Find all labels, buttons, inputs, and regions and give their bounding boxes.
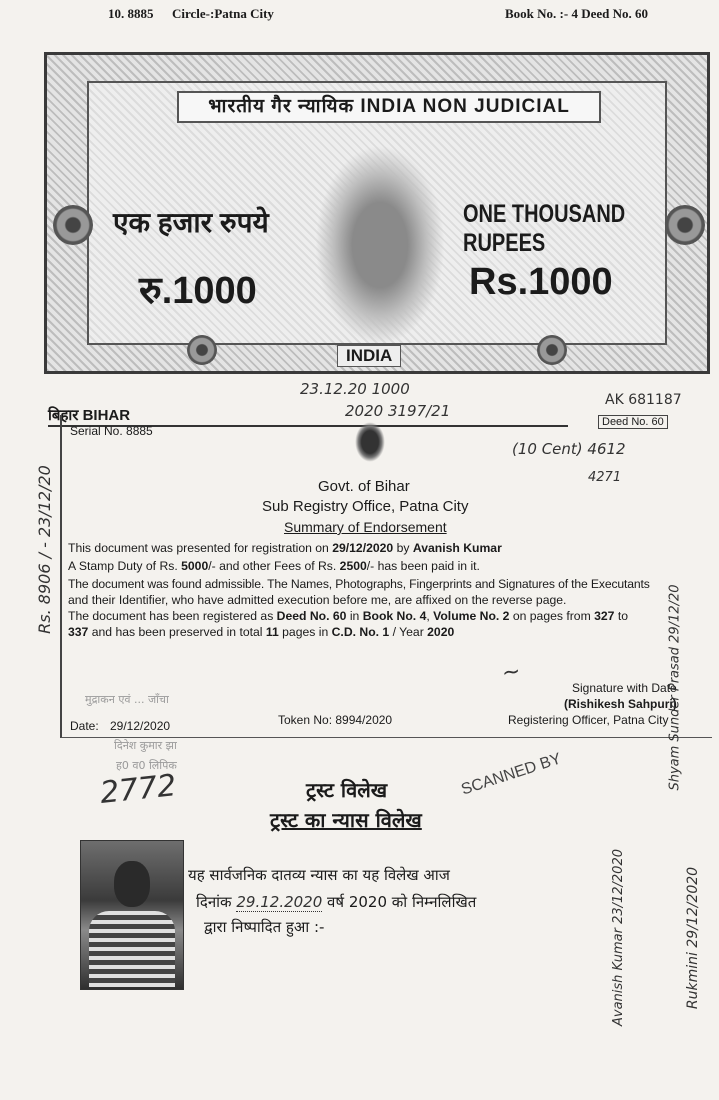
- date-label: Date:: [70, 719, 99, 733]
- trust-body-1: यह सार्वजनिक दातव्य न्यास का यह विलेख आज: [188, 866, 450, 884]
- rosette-icon: [187, 335, 217, 365]
- photo-shirt: [89, 911, 175, 987]
- executant-photo: [80, 840, 184, 990]
- scanned-by-stamp: SCANNED BY: [459, 750, 564, 799]
- endorsement-line-5: The document has been registered as Deed No. 60 in Book No. 4, Volume No. 2 on pages from 327 to: [68, 609, 629, 623]
- stamp-hand-tolc: (10 Cent) 4612: [512, 440, 626, 458]
- stamp-hand-row2: 2020 3197/21: [345, 402, 451, 420]
- endorsement-line-1: This document was presented for registration on 29/12/2020 by Avanish Kumar: [68, 541, 502, 555]
- stamp-hindi-value: रु.1000: [139, 270, 257, 312]
- trust-body-3: द्वारा निष्पादित हुआ :-: [204, 918, 325, 936]
- stamp-english-value: Rs.1000: [469, 261, 613, 303]
- book-deed-label: Book No. :- 4 Deed No. 60: [505, 6, 648, 21]
- stamp-deed-no: Deed No. 60: [598, 415, 668, 429]
- stamp-banner: भारतीय गैर न्यायिक INDIA NON JUDICIAL: [177, 91, 601, 123]
- rosette-icon: [53, 205, 93, 245]
- stamp-english-amount: ONE THOUSAND RUPEES: [463, 200, 626, 257]
- margin-left-note: Rs. 8906 / - 23/12/20: [34, 465, 54, 634]
- summary-title: Summary of Endorsement: [284, 519, 447, 535]
- endorsement-line-6: 337 and has been preserved in total 11 pages in C.D. No. 1 / Year 2020: [68, 625, 455, 639]
- clerk-sd: ह0 व0 लिपिक: [116, 759, 177, 772]
- doc-number: 10. 8885: [108, 6, 154, 21]
- endorsement-line-3: The document was found admissible. The Names, Photographs, Fingerprints and Signatures of the Executants: [68, 577, 650, 591]
- photo-face: [114, 861, 150, 907]
- stamp-hand-date: 23.12.20 1000: [300, 380, 410, 398]
- scrawl-number: 2772: [98, 768, 178, 811]
- bihar-label: बिहार BIHAR: [48, 405, 568, 427]
- office-title: Sub Registry Office, Patna City: [262, 498, 469, 515]
- govt-title: Govt. of Bihar: [318, 478, 410, 495]
- margin-right-b: Rukmini 29/12/2020: [685, 866, 702, 1010]
- endorsement-line-4: and their Identifier, who have admitted execution before me, are affixed on the reverse page.: [68, 593, 567, 607]
- trust-title-2: ट्रस्ट का न्यास विलेख: [270, 808, 422, 832]
- margin-right-c: Shyam Sunder Prasad 29/12/20: [667, 584, 683, 791]
- clerk-name: दिनेश कुमार झा: [114, 739, 177, 752]
- token-number: Token No: 8994/2020: [278, 713, 393, 727]
- margin-right-a: Avanish Kumar 23/12/2020: [611, 849, 626, 1026]
- trust-body-2: दिनांक 29.12.2020 वर्ष 2020 को निम्नलिखित: [196, 893, 477, 911]
- ashoka-emblem-icon: [355, 422, 385, 462]
- emblem-icon: [315, 145, 445, 345]
- signatory-role: Registering Officer, Patna City: [508, 713, 669, 727]
- stamp-hand-num: 4271: [588, 470, 622, 485]
- officer-signature-scrawl: ~: [500, 658, 523, 687]
- endorsement-line-2: A Stamp Duty of Rs. 5000/- and other Fees of Rs. 2500/- has been paid in it.: [68, 559, 480, 573]
- rosette-icon: [665, 205, 705, 245]
- signature-label: Signature with Date: [572, 681, 677, 695]
- stamp-serial-hand: AK 681187: [605, 392, 682, 408]
- stamp-paper: [44, 52, 710, 374]
- stamp-india: INDIA: [337, 345, 401, 367]
- signatory-name: (Rishikesh Sahpuri): [564, 697, 677, 711]
- serial-no: Serial No. 8885: [70, 424, 153, 438]
- rosette-icon: [537, 335, 567, 365]
- trust-title-1: ट्रस्ट विलेख: [306, 778, 388, 802]
- trust-date-hand: 29.12.2020: [236, 893, 323, 911]
- circle-label: Circle-:Patna City: [172, 6, 274, 21]
- date-value: 29/12/2020: [110, 719, 171, 733]
- stamp-hindi-amount: एक हजार रुपये: [113, 207, 269, 238]
- checked-label: मुद्राकन एवं ... जाँचा: [85, 693, 169, 706]
